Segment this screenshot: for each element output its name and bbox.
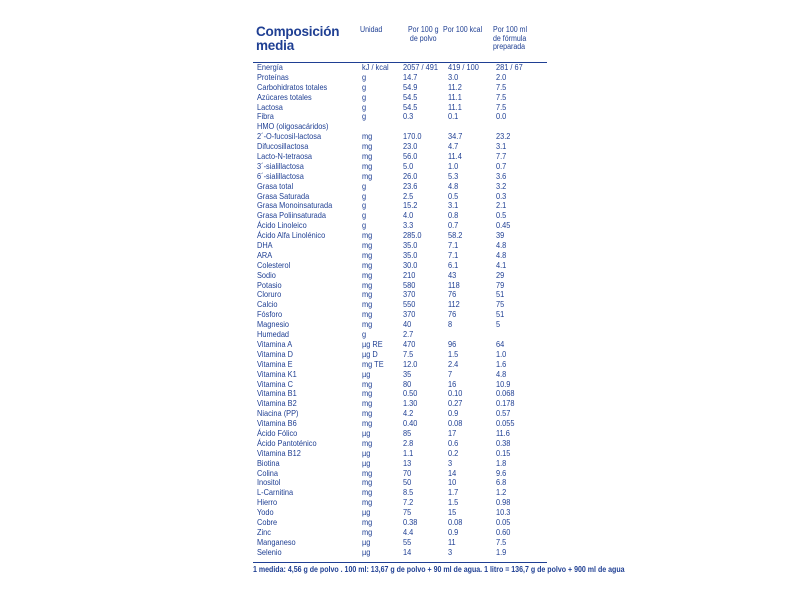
value-per-100kcal: 3.1 — [448, 200, 459, 211]
nutrient-name: Colina — [257, 467, 278, 478]
nutrient-unit: µg — [362, 457, 371, 468]
value-per-100ml: 0.5 — [496, 210, 507, 221]
value-per-100g: 550 — [403, 299, 416, 310]
value-per-100ml: 4.8 — [496, 249, 507, 260]
nutrient-name: 3´-sialillactosa — [257, 160, 304, 171]
column-header-per-100ml: Por 100 ml de fórmula preparada — [493, 25, 528, 51]
nutrient-unit: mg — [362, 160, 373, 171]
value-per-100ml: 0.60 — [496, 526, 511, 537]
nutrient-unit: µg D — [362, 348, 378, 359]
nutrient-unit: µg — [362, 507, 371, 518]
value-per-100g: 55 — [403, 536, 412, 547]
value-per-100g: 1.30 — [403, 398, 418, 409]
value-per-100g: 0.38 — [403, 516, 418, 527]
nutrient-unit: mg — [362, 141, 373, 152]
nutrient-unit: µg RE — [362, 338, 383, 349]
value-per-100kcal: 3 — [448, 457, 453, 468]
nutrient-name: Vitamina B1 — [257, 388, 297, 399]
value-per-100g: 54.9 — [403, 81, 418, 92]
value-per-100g: 1.1 — [403, 447, 414, 458]
value-per-100kcal: 0.9 — [448, 408, 459, 419]
value-per-100ml: 51 — [496, 309, 505, 320]
value-per-100g: 14 — [403, 546, 412, 557]
value-per-100kcal: 76 — [448, 309, 457, 320]
nutrient-name: Manganeso — [257, 536, 296, 547]
nutrient-name: Selenio — [257, 546, 282, 557]
value-per-100kcal: 419 / 100 — [448, 62, 479, 72]
value-per-100g: 13 — [403, 457, 412, 468]
value-per-100kcal: 7 — [448, 368, 453, 379]
value-per-100kcal: 6.1 — [448, 259, 459, 270]
value-per-100ml: 5 — [496, 319, 501, 330]
value-per-100kcal: 58.2 — [448, 230, 463, 241]
value-per-100ml: 64 — [496, 338, 505, 349]
value-per-100kcal: 4.8 — [448, 180, 459, 191]
value-per-100ml: 281 / 67 — [496, 62, 523, 72]
value-per-100g: 470 — [403, 338, 416, 349]
nutrient-unit: g — [362, 71, 367, 82]
value-per-100ml: 4.8 — [496, 368, 507, 379]
value-per-100g: 56.0 — [403, 151, 418, 162]
table-row — [253, 310, 547, 320]
nutrient-unit: mg — [362, 299, 373, 310]
nutrient-unit: mg — [362, 289, 373, 300]
value-per-100g: 2.8 — [403, 437, 414, 448]
value-per-100ml: 10.9 — [496, 378, 511, 389]
value-per-100kcal: 1.7 — [448, 487, 459, 498]
value-per-100g: 370 — [403, 309, 416, 320]
value-per-100ml: 75 — [496, 299, 505, 310]
nutrient-name: Vitamina C — [257, 378, 294, 389]
value-per-100ml: 6.8 — [496, 477, 507, 488]
value-per-100ml: 1.9 — [496, 546, 507, 557]
value-per-100g: 35.0 — [403, 240, 418, 251]
nutrient-unit: mg — [362, 378, 373, 389]
column-header-per-100g: Por 100 g de polvo — [407, 25, 439, 43]
value-per-100g: 2.7 — [403, 329, 414, 340]
value-per-100kcal: 7.1 — [448, 240, 459, 251]
table-row — [253, 320, 547, 330]
value-per-100g: 210 — [403, 269, 416, 280]
nutrient-name: Vitamina B12 — [257, 447, 301, 458]
value-per-100kcal: 2.4 — [448, 358, 459, 369]
nutrient-unit: mg — [362, 131, 373, 142]
nutrient-name: Grasa Saturada — [257, 190, 310, 201]
nutrient-unit: mg — [362, 319, 373, 330]
nutrient-name: Zinc — [257, 526, 271, 537]
nutrient-unit: g — [362, 81, 367, 92]
value-per-100ml: 3.2 — [496, 180, 507, 191]
value-per-100kcal: 0.1 — [448, 111, 459, 122]
value-per-100g: 70 — [403, 467, 412, 478]
table-title: Composición media — [256, 24, 340, 53]
value-per-100ml: 0.45 — [496, 220, 511, 231]
nutrient-name: Cloruro — [257, 289, 282, 300]
value-per-100kcal: 7.1 — [448, 249, 459, 260]
value-per-100ml: 11.6 — [496, 427, 510, 438]
value-per-100ml: 1.8 — [496, 457, 507, 468]
nutrient-name: Grasa Monoinsaturada — [257, 200, 333, 211]
value-per-100g: 30.0 — [403, 259, 418, 270]
value-per-100kcal: 17 — [448, 427, 457, 438]
nutrient-unit: mg — [362, 240, 373, 251]
value-per-100ml: 0.98 — [496, 497, 511, 508]
value-per-100kcal: 11.4 — [448, 151, 462, 162]
nutrient-name: Vitamina D — [257, 348, 294, 359]
value-per-100ml: 4.8 — [496, 240, 507, 251]
value-per-100ml: 2.0 — [496, 71, 507, 82]
value-per-100ml: 0.055 — [496, 418, 515, 429]
value-per-100kcal: 3 — [448, 546, 453, 557]
nutrient-unit: g — [362, 329, 367, 340]
nutrient-unit: mg — [362, 477, 373, 488]
nutrient-unit: mg — [362, 526, 373, 537]
nutrient-unit: mg — [362, 418, 373, 429]
nutrient-name: Lactosa — [257, 101, 283, 112]
nutrient-name: Difucosillactosa — [257, 141, 309, 152]
nutrient-unit: mg — [362, 279, 373, 290]
table-header — [253, 22, 547, 62]
nutrient-unit: g — [362, 180, 367, 191]
nutrient-name: Vitamina B6 — [257, 418, 297, 429]
value-per-100g: 285.0 — [403, 230, 422, 241]
value-per-100g: 0.40 — [403, 418, 418, 429]
value-per-100g: 8.5 — [403, 487, 414, 498]
value-per-100g: 75 — [403, 507, 412, 518]
value-per-100kcal: 1.5 — [448, 348, 459, 359]
nutrient-name: Colesterol — [257, 259, 291, 270]
nutrient-unit: mg — [362, 269, 373, 280]
value-per-100ml: 0.57 — [496, 408, 511, 419]
value-per-100ml: 7.5 — [496, 81, 507, 92]
value-per-100ml: 1.6 — [496, 358, 507, 369]
nutrient-unit: µg — [362, 427, 371, 438]
value-per-100ml: 0.7 — [496, 160, 507, 171]
value-per-100kcal: 10 — [448, 477, 457, 488]
value-per-100kcal: 0.2 — [448, 447, 459, 458]
nutrient-name: DHA — [257, 240, 273, 251]
nutrient-unit: kJ / kcal — [362, 62, 389, 72]
value-per-100g: 23.0 — [403, 141, 418, 152]
value-per-100ml: 39 — [496, 230, 505, 241]
nutrient-unit: mg — [362, 230, 373, 241]
value-per-100kcal: 96 — [448, 338, 457, 349]
nutrient-unit: g — [362, 101, 367, 112]
value-per-100ml: 0.0 — [496, 111, 507, 122]
value-per-100g: 54.5 — [403, 101, 418, 112]
value-per-100ml: 7.7 — [496, 151, 507, 162]
value-per-100g: 0.50 — [403, 388, 418, 399]
nutrient-name: Vitamina B2 — [257, 398, 297, 409]
value-per-100g: 85 — [403, 427, 412, 438]
nutrient-unit: mg — [362, 467, 373, 478]
nutrient-name: Grasa total — [257, 180, 294, 191]
nutrient-name: Grasa Poliinsaturada — [257, 210, 327, 221]
value-per-100kcal: 15 — [448, 507, 457, 518]
nutrient-unit: mg — [362, 259, 373, 270]
nutrient-name: Ácido Fólico — [257, 427, 298, 438]
value-per-100ml: 51 — [496, 289, 505, 300]
value-per-100g: 4.0 — [403, 210, 414, 221]
value-per-100kcal: 0.27 — [448, 398, 463, 409]
nutrient-unit: µg — [362, 447, 371, 458]
nutrient-name: Yodo — [257, 507, 274, 518]
value-per-100ml: 7.5 — [496, 101, 507, 112]
nutrient-name: Humedad — [257, 329, 290, 340]
column-header-per-100kcal: Por 100 kcal — [443, 25, 483, 34]
nutrient-name: ARA — [257, 249, 273, 260]
value-per-100kcal: 0.7 — [448, 220, 459, 231]
value-per-100kcal: 112 — [448, 299, 460, 310]
nutrient-name: Biotina — [257, 457, 280, 468]
value-per-100ml: 29 — [496, 269, 505, 280]
nutrient-name: Sodio — [257, 269, 276, 280]
value-per-100kcal: 11 — [448, 536, 456, 547]
value-per-100kcal: 14 — [448, 467, 457, 478]
nutrient-unit: g — [362, 210, 367, 221]
value-per-100kcal: 1.5 — [448, 497, 459, 508]
nutrient-unit: g — [362, 91, 367, 102]
value-per-100g: 4.4 — [403, 526, 414, 537]
nutrient-name: HMO (oligosacáridos) — [257, 121, 329, 132]
value-per-100ml: 7.5 — [496, 536, 507, 547]
value-per-100ml: 79 — [496, 279, 505, 290]
value-per-100g: 170.0 — [403, 131, 422, 142]
value-per-100g: 4.2 — [403, 408, 414, 419]
value-per-100ml: 0.178 — [496, 398, 515, 409]
value-per-100kcal: 0.9 — [448, 526, 459, 537]
value-per-100kcal: 34.7 — [448, 131, 463, 142]
nutrient-name: Vitamina E — [257, 358, 293, 369]
nutrient-name: Fósforo — [257, 309, 283, 320]
value-per-100kcal: 0.08 — [448, 418, 463, 429]
value-per-100ml: 0.15 — [496, 447, 511, 458]
nutrient-unit: µg — [362, 546, 371, 557]
value-per-100ml: 0.3 — [496, 190, 507, 201]
nutrient-name: 6´-sialillactosa — [257, 170, 304, 181]
value-per-100ml: 0.05 — [496, 516, 511, 527]
nutrient-name: Ácido Pantoténico — [257, 437, 317, 448]
value-per-100ml: 3.6 — [496, 170, 507, 181]
value-per-100kcal: 4.7 — [448, 141, 459, 152]
value-per-100g: 2057 / 491 — [403, 62, 438, 72]
value-per-100kcal: 0.10 — [448, 388, 463, 399]
nutrient-name: Lacto-N-tetraosa — [257, 151, 313, 162]
nutrient-unit: mg — [362, 309, 373, 320]
value-per-100kcal: 11.1 — [448, 91, 462, 102]
nutrient-name: Proteínas — [257, 71, 289, 82]
nutrient-unit: µg — [362, 368, 371, 379]
nutrient-name: Azúcares totales — [257, 91, 312, 102]
nutrient-unit: mg — [362, 170, 373, 181]
nutrient-name: Cobre — [257, 516, 278, 527]
value-per-100g: 0.3 — [403, 111, 414, 122]
value-per-100kcal: 3.0 — [448, 71, 459, 82]
nutrient-name: Hierro — [257, 497, 278, 508]
nutrient-unit: mg — [362, 388, 373, 399]
nutrient-name: Niacina (PP) — [257, 408, 299, 419]
table-row — [253, 548, 547, 558]
value-per-100kcal: 0.6 — [448, 437, 459, 448]
nutrient-unit: mg — [362, 497, 373, 508]
value-per-100g: 35.0 — [403, 249, 418, 260]
nutrient-name: Fibra — [257, 111, 274, 122]
value-per-100kcal: 8 — [448, 319, 453, 330]
nutrient-unit: µg — [362, 536, 371, 547]
value-per-100kcal: 0.5 — [448, 190, 459, 201]
nutrient-name: 2´-O-fucosil-lactosa — [257, 131, 322, 142]
nutrient-unit: mg — [362, 516, 373, 527]
value-per-100g: 5.0 — [403, 160, 414, 171]
value-per-100kcal: 118 — [448, 279, 460, 290]
value-per-100kcal: 11.2 — [448, 81, 462, 92]
value-per-100kcal: 0.8 — [448, 210, 459, 221]
nutrient-unit: g — [362, 190, 367, 201]
value-per-100g: 15.2 — [403, 200, 418, 211]
value-per-100ml: 3.1 — [496, 141, 507, 152]
nutrient-unit: g — [362, 220, 367, 231]
footer-divider — [253, 562, 547, 563]
value-per-100g: 40 — [403, 319, 412, 330]
value-per-100ml: 0.38 — [496, 437, 511, 448]
value-per-100g: 370 — [403, 289, 416, 300]
nutrient-name: Energía — [257, 62, 283, 72]
value-per-100g: 2.5 — [403, 190, 414, 201]
value-per-100g: 12.0 — [403, 358, 418, 369]
value-per-100g: 580 — [403, 279, 416, 290]
value-per-100ml: 4.1 — [496, 259, 507, 270]
value-per-100ml: 0.068 — [496, 388, 515, 399]
nutrient-name: Magnesio — [257, 319, 290, 330]
nutrient-unit: mg — [362, 437, 373, 448]
nutrient-unit: mg — [362, 398, 373, 409]
value-per-100kcal: 16 — [448, 378, 457, 389]
value-per-100g: 23.6 — [403, 180, 418, 191]
nutrient-name: Ácido Alfa Linolénico — [257, 230, 326, 241]
value-per-100ml: 9.6 — [496, 467, 507, 478]
value-per-100ml: 10.3 — [496, 507, 511, 518]
value-per-100kcal: 76 — [448, 289, 457, 300]
value-per-100kcal: 11.1 — [448, 101, 462, 112]
nutrient-name: Carbohidratos totales — [257, 81, 328, 92]
nutrient-unit: mg TE — [362, 358, 384, 369]
value-per-100kcal: 43 — [448, 269, 457, 280]
value-per-100g: 7.5 — [403, 348, 414, 359]
nutrient-unit: mg — [362, 408, 373, 419]
value-per-100ml: 1.0 — [496, 348, 507, 359]
value-per-100g: 7.2 — [403, 497, 414, 508]
nutrient-unit: mg — [362, 249, 373, 260]
nutrient-name: L-Carnitina — [257, 487, 294, 498]
nutrient-unit: g — [362, 200, 367, 211]
nutrient-name: Calcio — [257, 299, 278, 310]
nutrient-name: Inositol — [257, 477, 281, 488]
table-body — [253, 63, 547, 558]
value-per-100g: 26.0 — [403, 170, 418, 181]
nutrient-unit: mg — [362, 151, 373, 162]
nutrient-unit: g — [362, 111, 367, 122]
footnote: 1 medida: 4,56 g de polvo . 100 ml: 13,67 g de polvo + 90 ml de agua. 1 litro = 136,7 g de polvo + 900 ml de agua — [253, 565, 625, 574]
value-per-100g: 35 — [403, 368, 412, 379]
value-per-100ml: 7.5 — [496, 91, 507, 102]
value-per-100g: 50 — [403, 477, 412, 488]
nutrient-name: Ácido Linoleico — [257, 220, 307, 231]
value-per-100g: 54.5 — [403, 91, 418, 102]
value-per-100kcal: 5.3 — [448, 170, 459, 181]
value-per-100ml: 23.2 — [496, 131, 511, 142]
nutrient-name: Potasio — [257, 279, 282, 290]
value-per-100ml: 2.1 — [496, 200, 507, 211]
nutrient-name: Vitamina K1 — [257, 368, 297, 379]
nutrient-name: Vitamina A — [257, 338, 293, 349]
value-per-100g: 3.3 — [403, 220, 414, 231]
value-per-100kcal: 0.08 — [448, 516, 463, 527]
column-header-unit: Unidad — [360, 25, 383, 34]
value-per-100kcal: 1.0 — [448, 160, 459, 171]
value-per-100g: 14.7 — [403, 71, 418, 82]
value-per-100ml: 1.2 — [496, 487, 507, 498]
nutrition-table — [253, 22, 625, 578]
nutrient-unit: mg — [362, 487, 373, 498]
value-per-100g: 80 — [403, 378, 412, 389]
